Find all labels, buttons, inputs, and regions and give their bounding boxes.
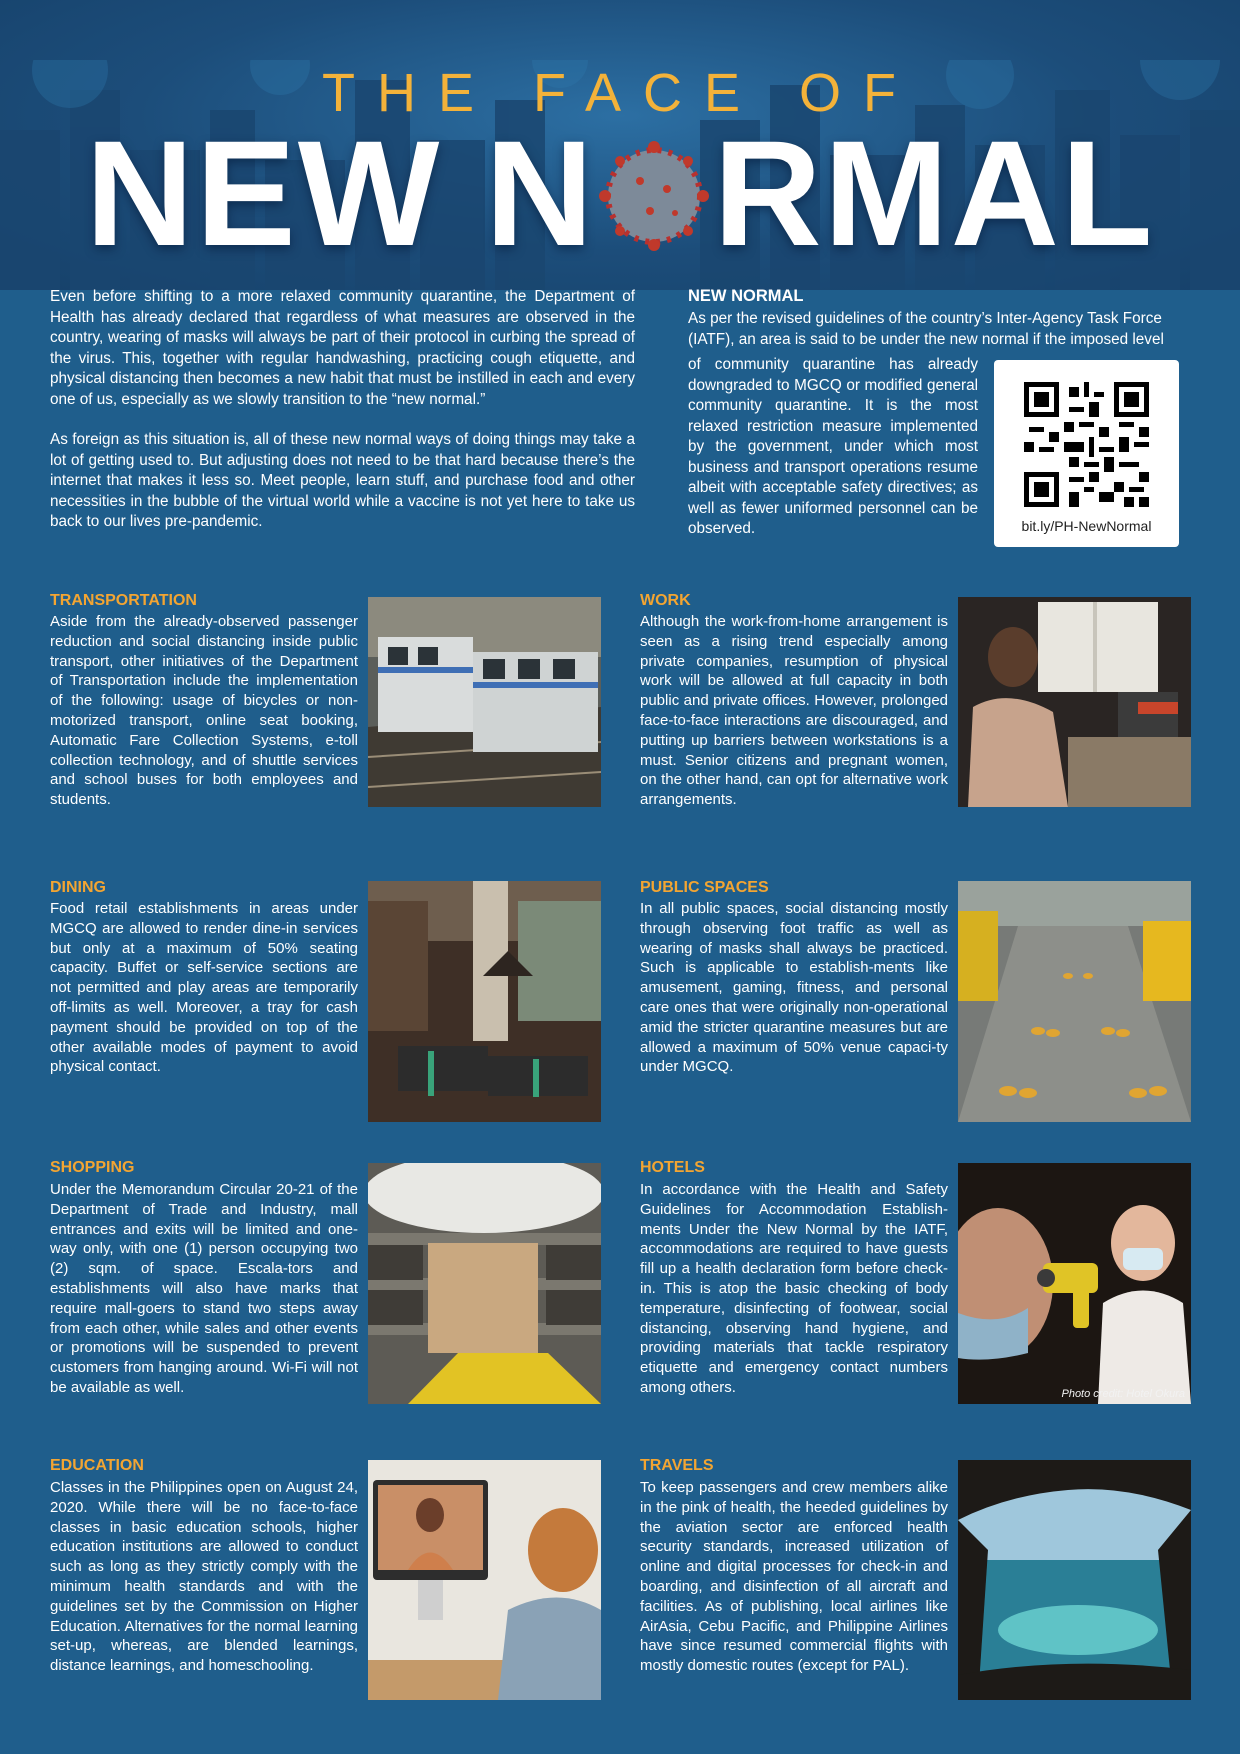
page-header [0,0,1240,290]
work-heading: WORK [640,592,691,609]
dining-heading: DINING [50,879,106,896]
qr-link-caption: bit.ly/PH-NewNormal [1021,518,1152,534]
education-heading: EDUCATION [50,1457,144,1474]
photo-credit: Photo credit: Hotel Okura [1061,1388,1185,1400]
public-spaces-body: In all public spaces, social distancing mostly through observing foot traffic as well as wearing of masks shall always be practiced. Such is applicable to establish-ments like amusement, gaming, fitness, and personal care ones that were originally non-operational amid the stricter quarantine measures but are allowed a maximum of 50% venue capaci-ty under MGCQ. [640,900,948,1076]
intro-paragraph-1: Even before shifting to a more relaxed community quarantine, the Department of Health has already declared that regardless of what measures are observed in the country, wearing of masks will always be part of their protocol in curbing the spread of the virus. This, together with regular handwashing, practicing cough etiquette, and physical distancing then becomes a new habit that must be instilled in each and every one of us, especially as we slowly transition to the “new normal.” [50,288,635,408]
dining-photo [368,881,601,1122]
hotels-heading: HOTELS [640,1159,705,1176]
intro-paragraph-2: As foreign as this situation is, all of these new normal ways of doing things may take a lot of getting used to. But adjusting does not need to be that hard because there’s the internet that makes it less so. Meet people, learn stuff, and purchase food and other necessities in the bubble of the virtual world while a vaccine is not yet here to take us back to our lives pre-pandemic. [50,431,635,530]
new-normal-body: of community quarantine has already downgraded to MGCQ or modified general community quarantine. It is the most relaxed restriction measure implemented by the government, under which most business and transport operations resume albeit with acceptable safety directives; as well as fewer uniformed personnel can be observed. [688,356,978,537]
qr-code-card[interactable] [994,360,1179,547]
hotels-photo [958,1163,1191,1404]
work-body: Although the work-from-home arrangement is seen as a rising trend especially among private companies, resumption of physical work will be allowed at full capacity in both public and private offices. However, prolonged face-to-face interactions are discouraged, and putting up barriers between workstations is a must. Senior citizens and pregnant women, on the other hand, can opt for alternative work arrangements. [640,613,948,809]
shopping-heading: SHOPPING [50,1159,135,1176]
work-photo [958,597,1191,807]
title-kicker: THE FACE OF [321,63,919,123]
public-spaces-photo [958,881,1191,1122]
dining-body: Food retail establishments in areas under MGCQ are allowed to render dine-in services but only at a maximum of 50% seating capacity. Buffet or self-service sections are not permitted and play areas are temporarily off-limits as well. Moreover, a tray for cash payment should be provided on top of the other available modes of payment to avoid physical contact. [50,900,358,1076]
title-part-right: RMAL [713,109,1155,277]
new-normal-lead: As per the revised guidelines of the country’s Inter-Agency Task Force (IATF), an area is said to be under the new normal if the imposed level [688,310,1164,348]
intro-text [50,287,635,553]
travels-photo [958,1460,1191,1700]
transportation-body: Aside from the already-observed passenger reduction and social distancing inside public transport, other initiatives of the Department of Transportation include the implementation of the following: usage of bicycles or non-motorized transport, online seat booking, Automatic Fare Collection Systems, e-toll collection technology, and of shuttle services and school buses for both employees and students. [50,613,358,809]
transportation-photo [368,597,601,807]
title-part-left: NEW N [85,109,596,277]
public-spaces-heading: PUBLIC SPACES [640,879,769,896]
shopping-body: Under the Memorandum Circular 20-21 of the Department of Trade and Industry, mall entrances and exits will be limited and one-way only, with one (1) person occupying two (2) sqm. of space. Escala-tors and establishments will also have marks that require mall-goers to stand two steps away from each other, while sales and other events or promotions will be suspended to prevent customers from hanging around. Wi-Fi will not be available as well. [50,1181,358,1396]
transportation-heading: TRANSPORTATION [50,592,197,609]
shopping-photo [368,1163,601,1404]
page-title [0,109,1240,277]
education-body: Classes in the Philippines open on August 24, 2020. While there will be no face-to-face classes in basic education schools, higher education institutions are allowed to conduct such as long as they strictly comply with the minimum health standards and with the guidelines set by the Commission on Higher Education. Alternatives for the normal learning set-up, whereas, are blended learnings, distance learnings, and homeschooling. [50,1479,358,1675]
travels-heading: TRAVELS [640,1457,714,1474]
education-photo [368,1460,601,1700]
hotels-body: In accordance with the Health and Safety Guidelines for Accommodation Establish-ments Under the New Normal by the IATF, accommodations are required to have guests fill up a health declaration form before check-in. This is atop the basic checking of body temperature, disinfecting of footwear, social distancing, observing hand hygiene, and providing materials that tackle respiratory etiquette and emergency contact numbers among others. [640,1181,948,1396]
qr-code-icon [1024,382,1149,507]
travels-body: To keep passengers and crew members alike in the pink of health, the heeded guidelines by the aviation sector are enforced health security standards, increased utilization of online and digital processes for check-in and boarding, and disinfection of all aircraft and facilities. As of publishing, local airlines like AirAsia, Cebu Pacific, and Philippine Airlines have since resumed commercial flights with mostly domestic routes (except for PAL). [640,1479,948,1675]
new-normal-heading: NEW NORMAL [688,287,804,305]
virus-o-icon [595,124,713,234]
